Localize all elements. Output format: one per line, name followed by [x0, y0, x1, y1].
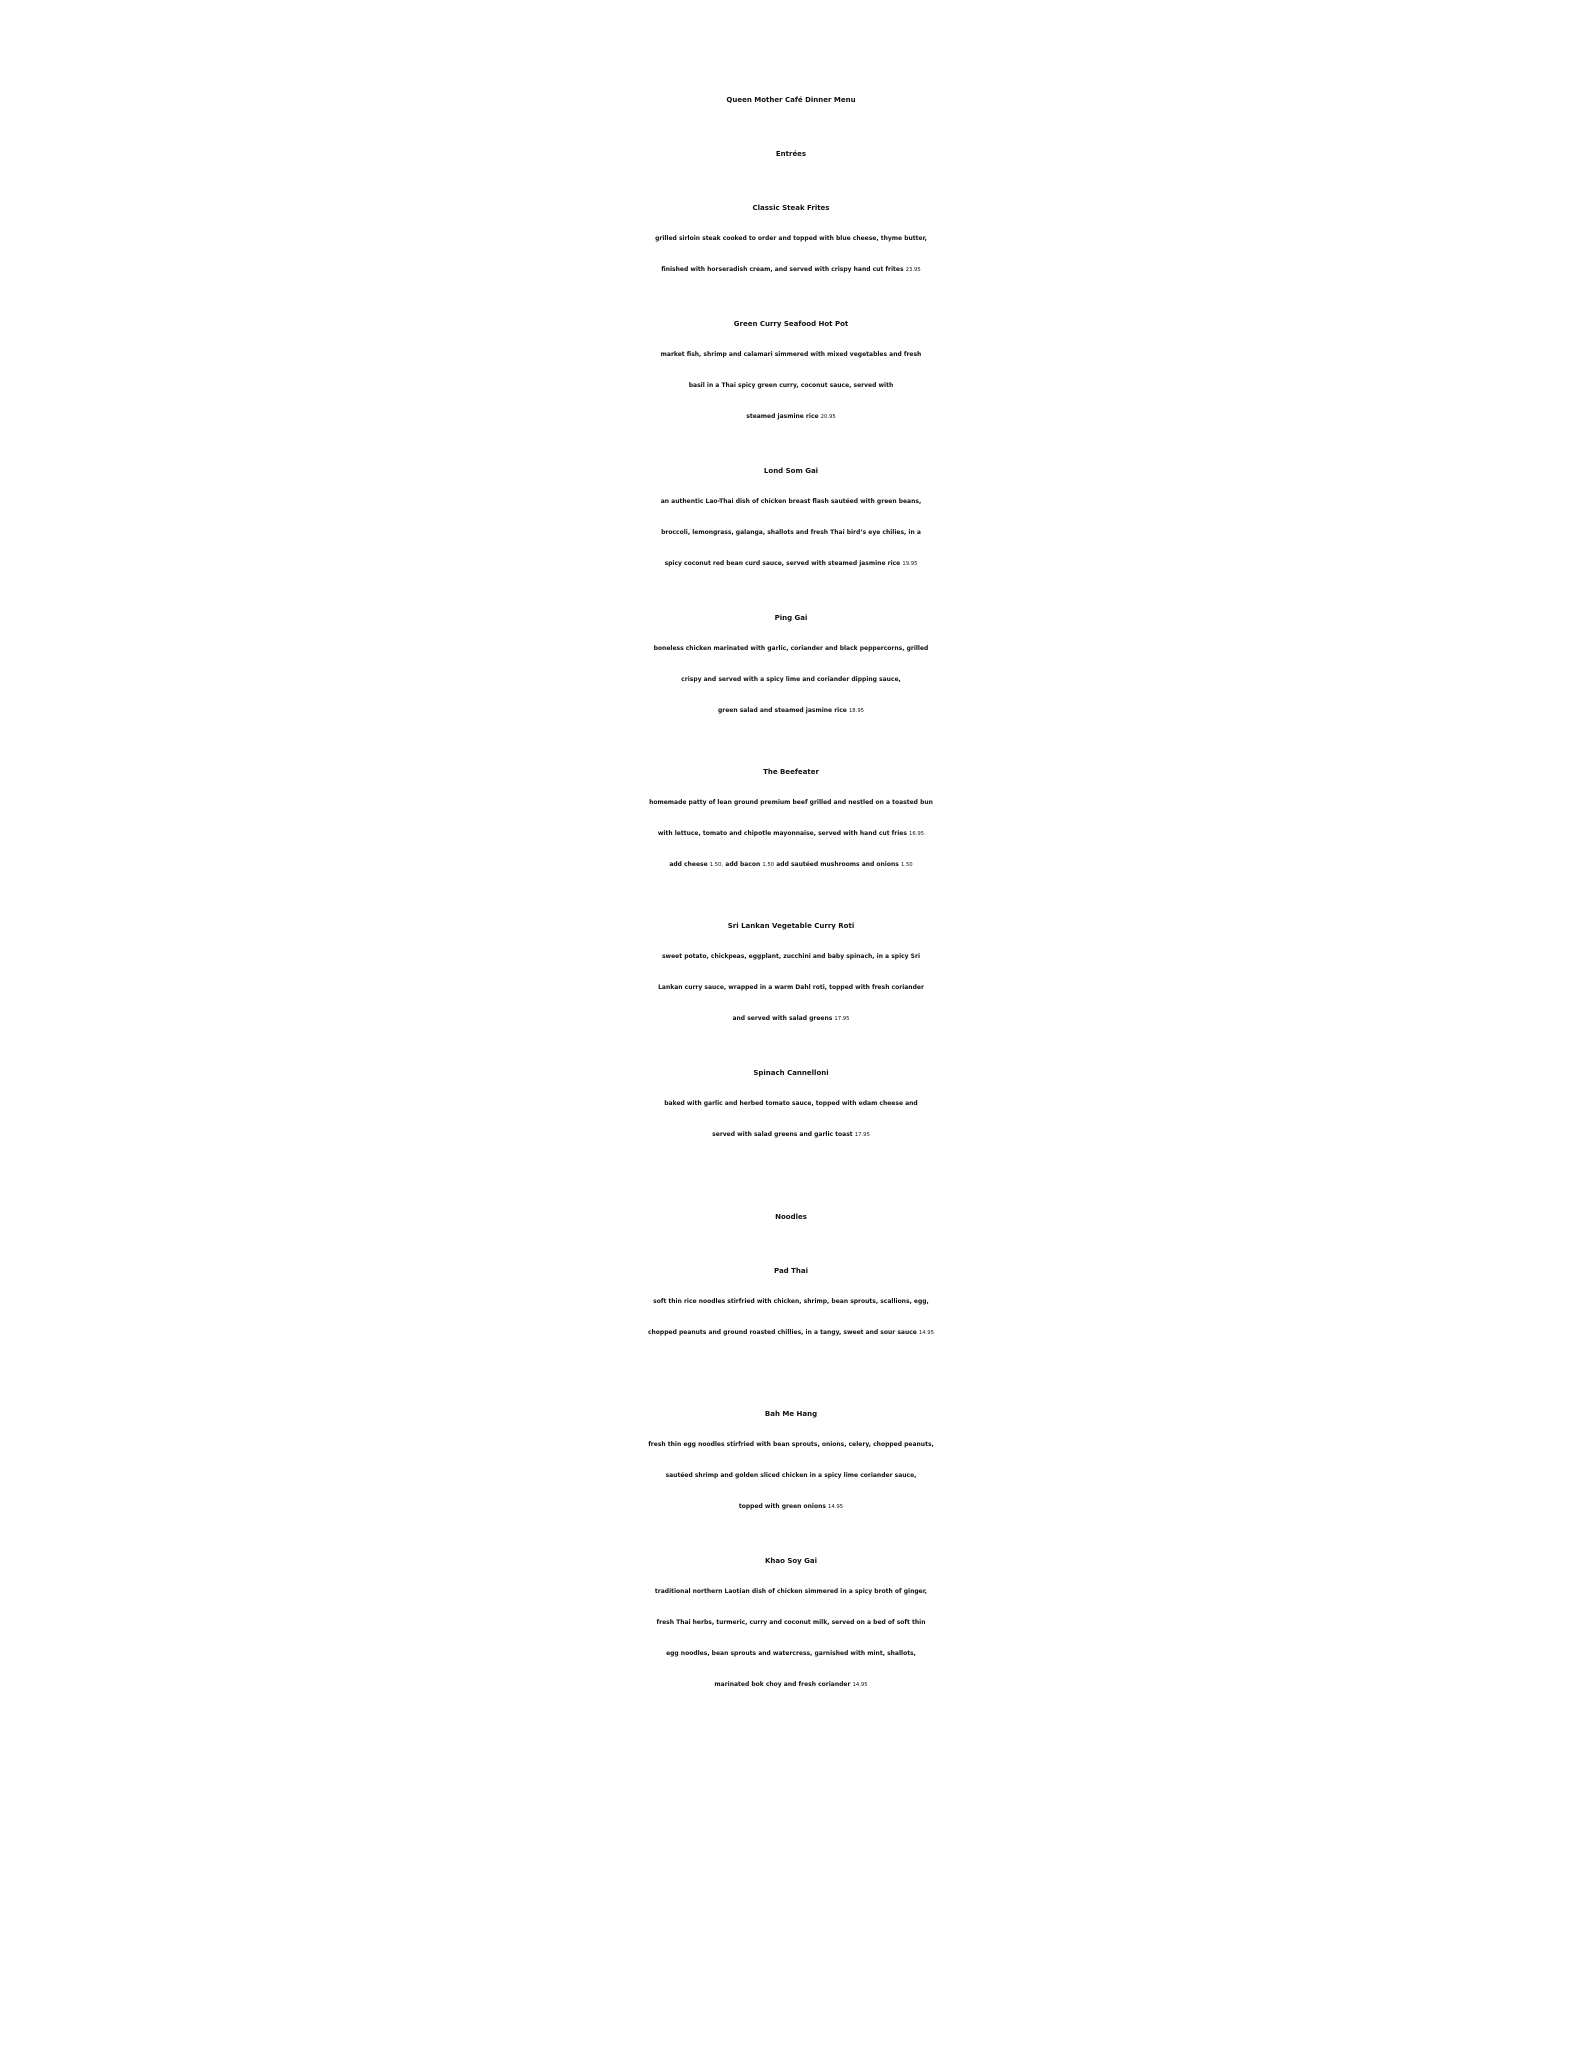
dish-description: market fish, shrimp and calamari simmered with mixed vegetables and fresh [660, 351, 922, 358]
service-charge-note [0, 1743, 1582, 1769]
dish-description: egg noodles, bean sprouts and watercress, garnished with mint, shallots, [666, 1650, 916, 1657]
dish-name: Sri Lankan Vegetable Curry Roti [727, 922, 855, 930]
dish-price: 14.95 [828, 1504, 844, 1510]
dish-description: spicy coconut red bean curd sauce, served with steamed jasmine rice 19.95 [664, 560, 918, 567]
dish-description: grilled sirloin steak cooked to order and topped with blue cheese, thyme butter, [655, 235, 927, 242]
dish-description: sautéed shrimp and golden sliced chicken in a spicy lime coriander sauce, [665, 1472, 917, 1479]
dish-name: Bah Me Hang [764, 1410, 818, 1418]
dish-name: Green Curry Seafood Hot Pot [733, 320, 849, 328]
dish-price: 17.95 [834, 1016, 850, 1022]
dish-description: finished with horseradish cream, and served with crispy hand cut frites 23.95 [661, 266, 921, 273]
dish-description: traditional northern Laotian dish of chicken simmered in a spicy broth of ginger, [654, 1588, 928, 1595]
dish-description: baked with garlic and herbed tomato sauce, topped with edam cheese and [664, 1100, 918, 1107]
dish-name: Khao Soy Gai [764, 1557, 818, 1565]
addon-price: 1.50 [900, 862, 913, 868]
dish-name: Pad Thai [774, 1267, 808, 1275]
dish-price: 14.95 [852, 1682, 868, 1688]
dish-price: 17.95 [854, 1132, 870, 1138]
dish-description: crispy and served with a spicy lime and coriander dipping sauce, [681, 676, 901, 683]
dish-name: Lond Som Gai [763, 467, 819, 475]
sous-chef-credit [0, 1911, 1582, 1937]
dish-description: Lankan curry sauce, wrapped in a warm Dahl roti, topped with fresh coriander [658, 984, 924, 991]
menu-title: Queen Mother Café Dinner Menu [726, 96, 856, 104]
dish-note [0, 1348, 1582, 1372]
dish-description: soft thin rice noodles stirfried with chicken, shrimp, bean sprouts, scallions, egg, [653, 1298, 929, 1305]
dish-price: 14.95 [918, 1330, 935, 1336]
dish-name: Spinach Cannelloni [753, 1069, 829, 1077]
dish-name: The Beefeater [763, 768, 819, 776]
dish-price: 20.95 [820, 414, 836, 420]
dish-description: fresh Thai herbs, turmeric, curry and coconut milk, served on a bed of soft thin [656, 1619, 926, 1626]
tax-note [0, 1769, 1582, 1795]
dish-description: topped with green onions 14.95 [738, 1503, 844, 1510]
dish-description: steamed jasmine rice 20.95 [746, 413, 836, 420]
section-heading-noodles: Noodles [775, 1213, 807, 1221]
dish-price: 23.95 [905, 267, 921, 273]
chef-credit [0, 1860, 1582, 1886]
dish-description: fresh thin egg noodles stirfried with bean sprouts, onions, celery, chopped peanuts, [648, 1441, 934, 1448]
dish-description: basil in a Thai spicy green curry, coconut sauce, served with [688, 382, 894, 389]
dish-description: served with salad greens and garlic toast 17.95 [712, 1131, 870, 1138]
dish-description: green salad and steamed jasmine rice 18.95 [717, 707, 865, 714]
dish-description: and served with salad greens 17.95 [732, 1015, 850, 1022]
dish-description: with lettuce, tomato and chipotle mayonnaise, served with hand cut fries 16.95 [657, 830, 925, 837]
dish-description: homemade patty of lean ground premium beef grilled and nestled on a toasted bun [649, 799, 933, 806]
dish-price: 18.95 [848, 708, 865, 714]
dish-description: broccoli, lemongrass, galanga, shallots and fresh Thai bird’s eye chilies, in a [661, 529, 921, 536]
dish-description: boneless chicken marinated with garlic, coriander and black peppercorns, grilled [653, 645, 929, 652]
dish-price: 19.95 [902, 561, 918, 567]
dish-price: 16.95 [909, 831, 925, 837]
addon-price: 1.50, [709, 862, 724, 868]
dish-description: marinated bok choy and fresh coriander 14.95 [714, 1681, 868, 1688]
dish-name: Ping Gai [774, 614, 808, 622]
addon-price: 1.50 [762, 862, 775, 868]
dish-description: an authentic Lao-Thai dish of chicken breast flash sautéed with green beans, [660, 498, 922, 505]
dish-name: Classic Steak Frites [752, 204, 830, 212]
dish-addons: add cheese 1.50, add bacon 1.50 add sautéed mushrooms and onions 1.50 [669, 861, 913, 868]
dish-description: chopped peanuts and ground roasted chillies, in a tangy, sweet and sour sauce 14.95 [647, 1329, 935, 1336]
allergy-note [0, 1717, 1582, 1743]
dish-description: sweet potato, chickpeas, eggplant, zucchini and baby spinach, in a spicy Sri [661, 953, 921, 960]
section-heading-entrees: Entrées [775, 150, 807, 158]
